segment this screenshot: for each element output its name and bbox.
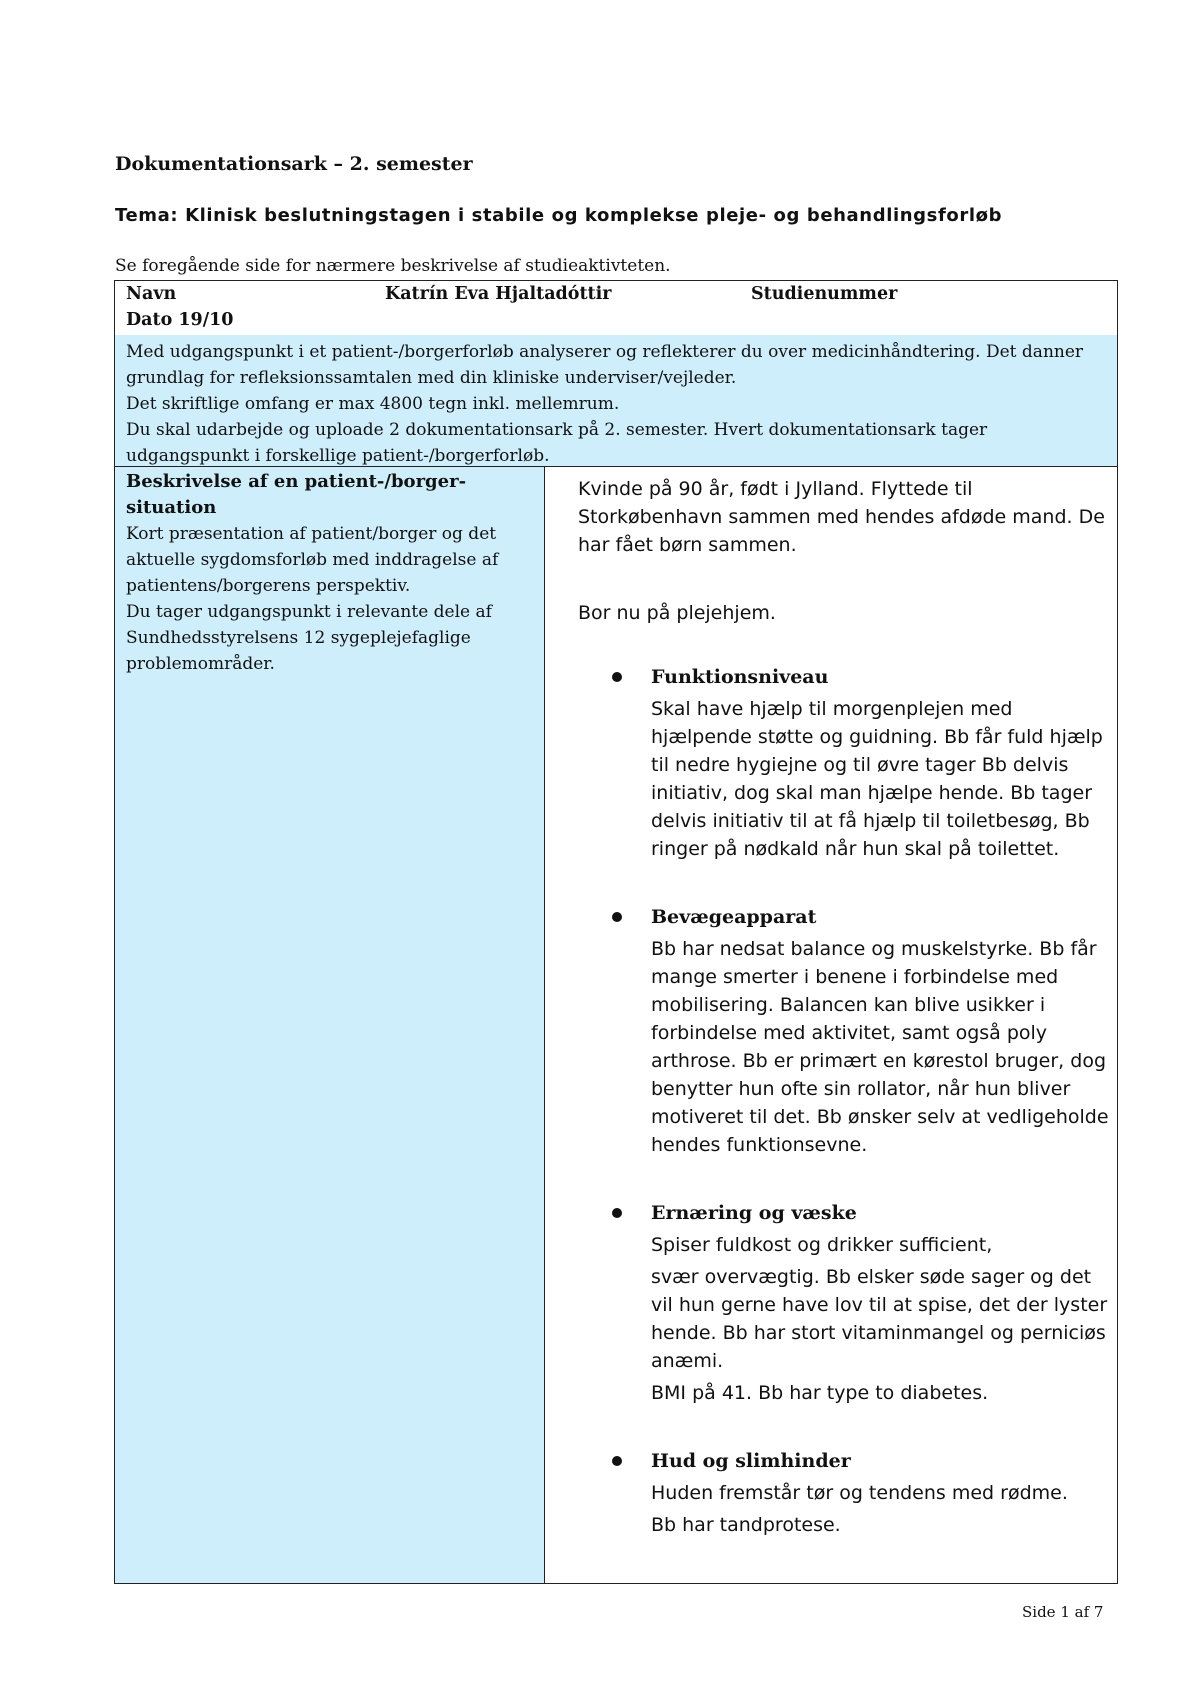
residence-text: Bor nu på plejehjem. xyxy=(578,602,776,624)
list-item xyxy=(578,1199,1109,1407)
patient-intro: Kvinde på 90 år, født i Jylland. Flyttede til Storkøbenhavn sammen med hendes afdøde mand. De har fået børn sammen. xyxy=(578,478,1105,556)
intro-instructions xyxy=(115,335,1117,467)
document-title: Dokumentationsark – 2. semester xyxy=(115,153,473,175)
name-value: Katrín Eva Hjaltadóttir xyxy=(385,284,612,304)
bullet-icon xyxy=(612,1456,622,1466)
guidance-column xyxy=(115,467,545,1583)
page-number: Side 1 af 7 xyxy=(1022,1603,1104,1621)
intro-line: Du skal udarbejde og uploade 2 dokumentationsark på 2. semester. Hvert dokumentationsark tager udgangspunkt i forskellige patient-/borgerforløb. xyxy=(126,420,988,466)
bullet-icon xyxy=(612,672,622,682)
section-heading: Beskrivelse af en patient-/borger-situation xyxy=(126,471,467,518)
guidance-text: Du tager udgangspunkt i relevante dele af Sundhedsstyrelsens 12 sygeplejefaglige problemområder. xyxy=(126,602,492,674)
list-item xyxy=(578,1447,1109,1539)
problem-area-text: BMI på 41. Bb har type to diabetes. xyxy=(651,1382,989,1404)
student-number-label: Studienummer xyxy=(751,284,898,304)
bullet-icon xyxy=(612,912,622,922)
see-previous-note: Se foregående side for nærmere beskrivelse af studieaktivteten. xyxy=(115,256,671,276)
documentation-table xyxy=(114,280,1118,1584)
intro-line: Med udgangspunkt i et patient-/borgerforløb analyserer og reflekterer du over medicinhåndtering. Det danner grundlag for refleksionssamtalen med din kliniske underviser/vejleder. xyxy=(126,342,1084,388)
problem-area-text: Huden fremstår tør og tendens med rødme. xyxy=(651,1482,1068,1504)
bullet-icon xyxy=(612,1208,622,1218)
situation-row xyxy=(115,467,1117,1583)
problem-area-title: Ernæring og væske xyxy=(651,1202,857,1224)
problem-area-title: Bevægeapparat xyxy=(651,906,817,928)
name-label: Navn xyxy=(126,284,177,304)
problem-area-title: Funktionsniveau xyxy=(651,666,829,688)
problem-area-text: Bb har tandprotese. xyxy=(651,1514,841,1536)
problem-area-text: Bb har nedsat balance og muskelstyrke. Bb får mange smerter i benene i forbindelse med mobilisering. Balancen kan blive usikker i forbindelse med aktivitet, samt også poly arthrose. Bb er primært en kørestol bruger, dog benytter hun ofte sin rollator, når hun bliver motiveret til det. Bb ønsker selv at vedligeholde hendes funktionsevne. xyxy=(651,938,1109,1156)
info-row xyxy=(115,281,1117,336)
answer-column xyxy=(545,467,1117,1583)
intro-line: Det skriftlige omfang er max 4800 tegn inkl. mellemrum. xyxy=(126,394,620,414)
problem-area-title: Hud og slimhinder xyxy=(651,1450,851,1472)
problem-area-list xyxy=(578,663,1109,1539)
problem-area-text: Spiser fuldkost og drikker sufficient, xyxy=(651,1234,993,1256)
theme-heading: Tema: Klinisk beslutningstagen i stabile og komplekse pleje- og behandlingsforløb xyxy=(115,205,1003,226)
date-label: Dato 19/10 xyxy=(126,310,234,330)
problem-area-text: svær overvægtig. Bb elsker søde sager og det vil hun gerne have lov til at spise, det der lyster hende. Bb har stort vitaminmangel og perniciøs anæmi. xyxy=(651,1266,1108,1372)
list-item xyxy=(578,903,1109,1159)
problem-area-text: Skal have hjælp til morgenplejen med hjælpende støtte og guidning. Bb får fuld hjælp til nedre hygiejne og til øvre tager Bb delvis initiativ, dog skal man hjælpe hende. Bb tager delvis initiativ til at få hjælp til toiletbesøg, Bb ringer på nødkald når hun skal på toilettet. xyxy=(651,698,1103,860)
guidance-text: Kort præsentation af patient/borger og det aktuelle sygdomsforløb med inddragelse af patientens/borgerens perspektiv. xyxy=(126,524,499,596)
list-item xyxy=(578,663,1109,863)
